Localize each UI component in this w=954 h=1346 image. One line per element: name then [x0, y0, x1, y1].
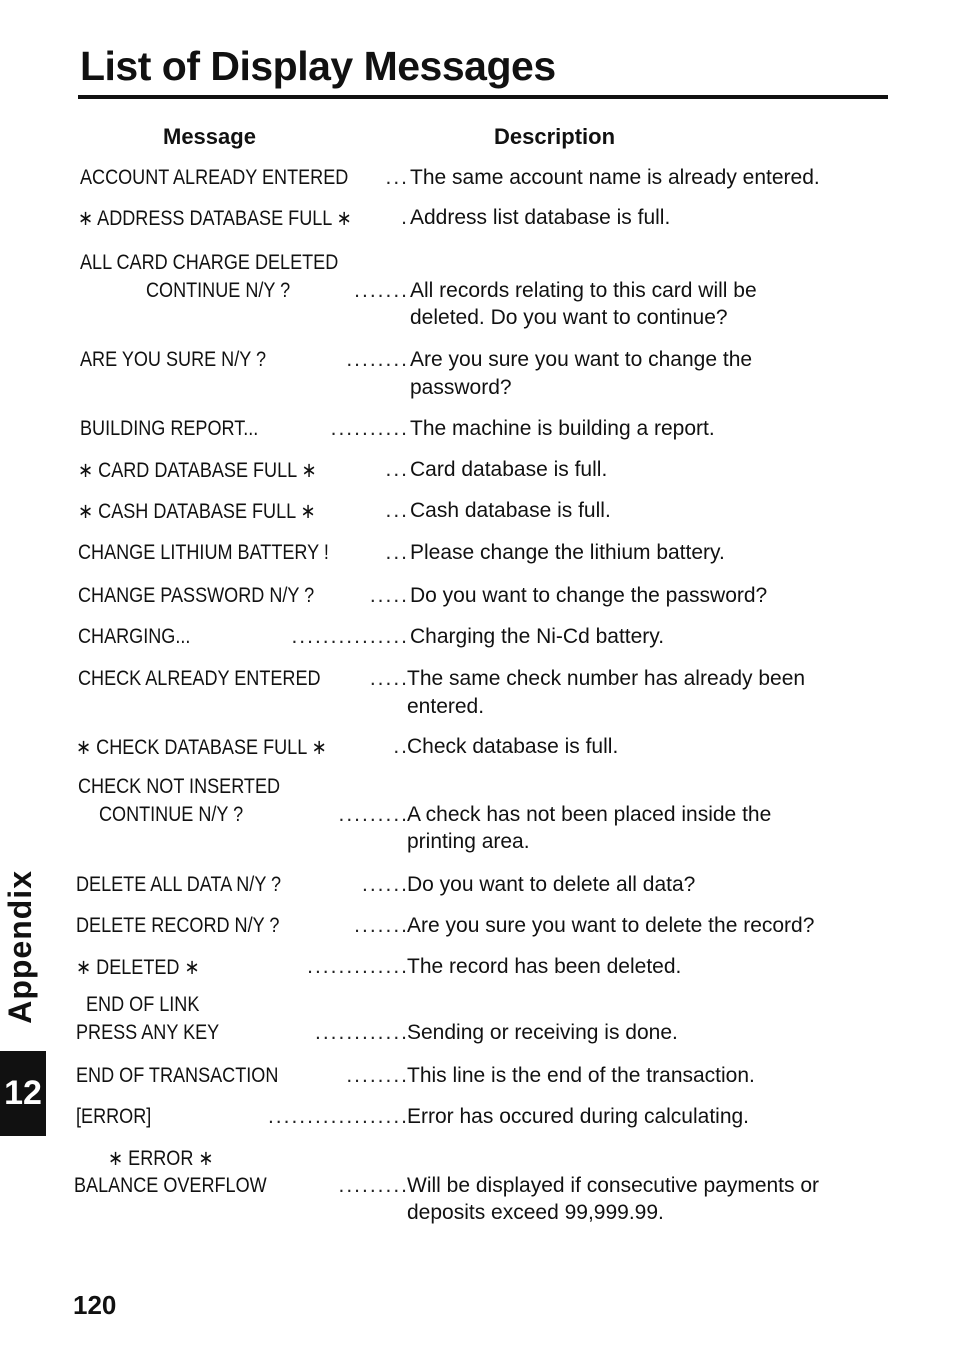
- display-message-text: CHANGE PASSWORD N/Y ?: [78, 584, 315, 607]
- message-description: The same account name is already entered.: [410, 166, 820, 189]
- display-message-text: ALL CARD CHARGE DELETED: [80, 251, 339, 274]
- dot-leader: .: [401, 206, 409, 229]
- dot-leader: .........: [338, 1173, 409, 1197]
- message-entry-line: [0, 417, 954, 444]
- message-entry-line: [0, 251, 954, 278]
- message-description: Charging the Ni-Cd battery.: [410, 625, 665, 648]
- message-entry-line: [0, 279, 954, 306]
- message-description: password?: [410, 375, 512, 399]
- message-description: entered.: [407, 694, 485, 718]
- display-message-text: ∗ CARD DATABASE FULL ∗: [78, 459, 317, 482]
- message-entry-line: [0, 306, 954, 333]
- display-message-text: ∗ ERROR ∗: [108, 1147, 214, 1170]
- message-entry-line: [0, 1105, 954, 1132]
- message-entry-line: [0, 914, 954, 941]
- display-message-text: [ERROR]: [76, 1105, 152, 1128]
- message-description: Do you want to change the password?: [410, 584, 768, 607]
- dot-leader: ...............: [291, 625, 409, 648]
- dot-leader: ...: [385, 541, 409, 564]
- display-message-text: ∗ CASH DATABASE FULL ∗: [78, 500, 316, 523]
- dot-leader: .............: [307, 955, 409, 978]
- display-message-text: CONTINUE N/Y ?: [146, 278, 291, 302]
- dot-leader: .......: [354, 914, 409, 937]
- message-description: This line is the end of the transaction.: [407, 1064, 755, 1087]
- message-description: deleted. Do you want to continue?: [410, 306, 728, 329]
- message-entry-line: [0, 499, 954, 526]
- dot-leader: ........: [346, 1064, 409, 1087]
- message-entry-line: [0, 541, 954, 568]
- display-message-text: DELETE ALL DATA N/Y ?: [76, 873, 282, 896]
- display-message-text: PRESS ANY KEY: [76, 1020, 220, 1044]
- display-message-text: END OF TRANSACTION: [76, 1064, 279, 1087]
- dot-leader: ......: [361, 873, 409, 896]
- section-tab-label: Appendix: [2, 870, 38, 1024]
- message-description: Will be displayed if consecutive payments or: [407, 1173, 820, 1197]
- message-description: printing area.: [407, 830, 530, 853]
- dot-leader: ...: [385, 166, 409, 189]
- dot-leader: .........: [338, 802, 409, 826]
- message-entry-line: [0, 625, 954, 652]
- display-message-text: DELETE RECORD N/Y ?: [76, 914, 280, 937]
- display-message-text: BUILDING REPORT...: [80, 417, 259, 440]
- message-entry-line: [0, 1064, 954, 1091]
- message-entry-line: [0, 955, 954, 982]
- message-description: The same check number has already been: [407, 667, 806, 690]
- message-entry-line: [0, 667, 954, 694]
- dot-leader: .......: [354, 278, 409, 302]
- message-entry-line: [0, 376, 954, 403]
- dot-leader: ............: [314, 1020, 409, 1044]
- message-description: Card database is full.: [410, 458, 608, 481]
- message-entry-line: [0, 206, 954, 233]
- message-entry-line: [0, 1146, 954, 1173]
- message-description: deposits exceed 99,999.99.: [407, 1201, 664, 1224]
- message-entry-line: [0, 775, 954, 802]
- message-description: Are you sure you want to change the: [410, 348, 753, 371]
- dot-leader: ..................: [267, 1105, 409, 1128]
- message-description: Address list database is full.: [410, 206, 671, 229]
- dot-leader: ..........: [330, 417, 409, 440]
- message-entry-line: [0, 735, 954, 762]
- dot-leader: ........: [346, 348, 409, 371]
- message-description: All records relating to this card will be: [410, 278, 757, 302]
- title-underline: [78, 95, 888, 99]
- display-message-text: END OF LINK: [86, 993, 200, 1016]
- dot-leader: ..: [393, 735, 409, 758]
- dot-leader: ...: [385, 458, 409, 481]
- message-description: Sending or receiving is done.: [407, 1020, 678, 1044]
- message-entry-line: [0, 873, 954, 900]
- message-entry-line: [0, 1201, 954, 1228]
- display-message-text: ∗ ADDRESS DATABASE FULL ∗: [78, 207, 352, 230]
- message-entry-line: [0, 584, 954, 611]
- display-message-text: ARE YOU SURE N/Y ?: [80, 348, 267, 371]
- dot-leader: ...: [385, 499, 409, 522]
- display-message-text: CONTINUE N/Y ?: [99, 802, 244, 826]
- message-description: Please change the lithium battery.: [410, 541, 725, 564]
- dot-leader: .....: [369, 584, 409, 607]
- message-entry-line: [0, 458, 954, 485]
- message-entry-line: [0, 993, 954, 1020]
- message-entry-line: [0, 166, 954, 193]
- message-entry-line: [0, 1021, 954, 1048]
- message-description: Do you want to delete all data?: [407, 873, 696, 896]
- message-entry-line: [0, 348, 954, 375]
- message-entry-line: [0, 830, 954, 857]
- message-description: The machine is building a report.: [410, 417, 715, 440]
- message-description: Check database is full.: [407, 735, 619, 758]
- display-message-text: CHARGING...: [78, 625, 191, 648]
- message-description: A check has not been placed inside the: [407, 802, 772, 826]
- column-header-message: Message: [163, 124, 256, 149]
- column-header-description: Description: [494, 124, 616, 149]
- page-number: 120: [73, 1290, 117, 1320]
- page-title: List of Display Messages: [80, 43, 556, 89]
- display-message-text: CHECK NOT INSERTED: [78, 775, 281, 798]
- message-entry-line: [0, 1174, 954, 1201]
- display-message-text: ∗ DELETED ∗: [76, 956, 200, 979]
- message-entry-line: [0, 695, 954, 722]
- message-description: Error has occured during calculating.: [407, 1105, 750, 1128]
- dot-leader: .....: [369, 667, 409, 690]
- chapter-number-tab: 12: [0, 1051, 46, 1136]
- message-description: Cash database is full.: [410, 499, 611, 522]
- display-message-text: BALANCE OVERFLOW: [74, 1173, 267, 1197]
- display-message-text: CHECK ALREADY ENTERED: [78, 667, 321, 690]
- display-message-text: CHANGE LITHIUM BATTERY !: [78, 541, 329, 564]
- message-description: The record has been deleted.: [407, 955, 682, 978]
- display-message-text: ∗ CHECK DATABASE FULL ∗: [76, 736, 327, 759]
- message-description: Are you sure you want to delete the record?: [407, 914, 815, 937]
- message-entry-line: [0, 803, 954, 830]
- display-message-text: ACCOUNT ALREADY ENTERED: [80, 166, 349, 189]
